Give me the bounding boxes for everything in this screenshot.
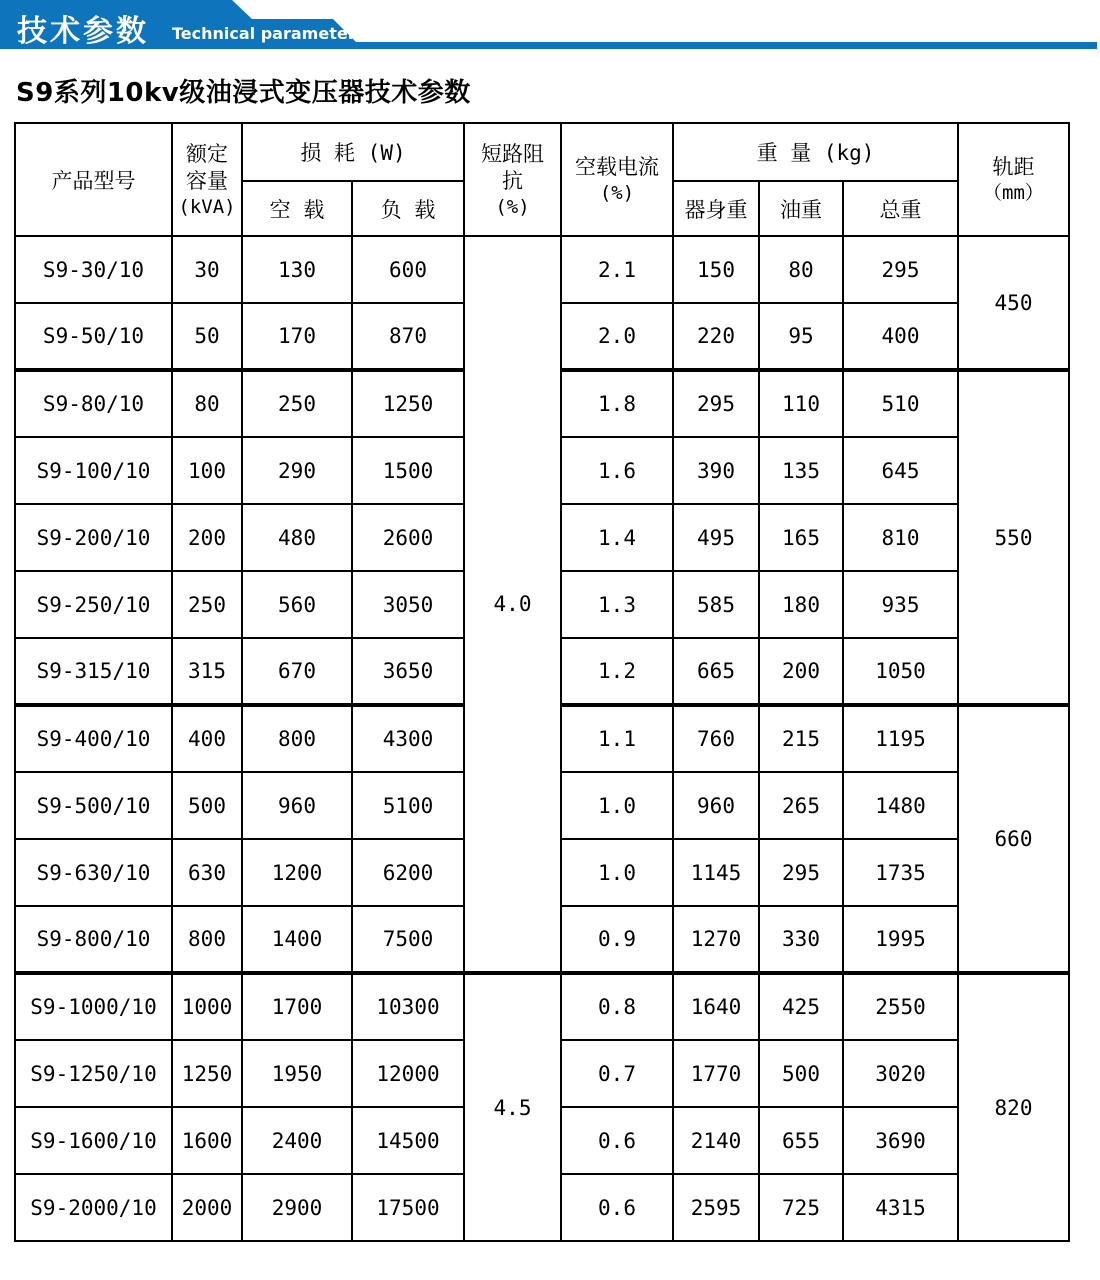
cell-weight-total: 645 <box>843 437 958 504</box>
cell-weight-body: 495 <box>673 504 759 571</box>
cell-no-load-current: 0.9 <box>561 906 673 973</box>
header-no-load-current <box>561 123 673 236</box>
cell-weight-oil: 655 <box>759 1107 843 1174</box>
header-impedance-line2: 抗 <box>502 168 523 193</box>
cell-no-load-current: 1.1 <box>561 705 673 772</box>
cell-weight-total: 4315 <box>843 1174 958 1241</box>
cell-product-model: S9-250/10 <box>15 571 172 638</box>
cell-loss-no-load: 2400 <box>242 1107 352 1174</box>
cell-loss-no-load: 670 <box>242 638 352 705</box>
cell-loss-no-load: 170 <box>242 303 352 370</box>
cell-loss-on-load: 12000 <box>352 1040 464 1107</box>
cell-loss-on-load: 4300 <box>352 705 464 772</box>
cell-loss-on-load: 600 <box>352 236 464 303</box>
header-no-load-current-unit: (%) <box>599 182 635 204</box>
banner-title-zh: 技术参数 <box>17 14 149 49</box>
cell-loss-no-load: 560 <box>242 571 352 638</box>
cell-weight-body: 585 <box>673 571 759 638</box>
header-impedance <box>464 123 561 236</box>
header-rated-capacity-unit: (kVA) <box>178 195 236 218</box>
cell-no-load-current: 0.8 <box>561 973 673 1040</box>
header-rated-capacity <box>172 123 242 236</box>
cell-weight-total: 400 <box>843 303 958 370</box>
cell-rated-capacity: 400 <box>172 705 242 772</box>
cell-product-model: S9-1600/10 <box>15 1107 172 1174</box>
cell-weight-oil: 295 <box>759 839 843 906</box>
cell-impedance-merged: 4.0 <box>464 236 561 973</box>
cell-weight-body: 2140 <box>673 1107 759 1174</box>
cell-product-model: S9-630/10 <box>15 839 172 906</box>
cell-weight-oil: 95 <box>759 303 843 370</box>
cell-no-load-current: 1.4 <box>561 504 673 571</box>
cell-product-model: S9-200/10 <box>15 504 172 571</box>
cell-loss-on-load: 14500 <box>352 1107 464 1174</box>
cell-loss-on-load: 3050 <box>352 571 464 638</box>
cell-loss-no-load: 290 <box>242 437 352 504</box>
table-row <box>15 236 1069 303</box>
cell-weight-total: 1195 <box>843 705 958 772</box>
header-impedance-unit: (%) <box>495 195 530 218</box>
cell-loss-no-load: 130 <box>242 236 352 303</box>
cell-weight-body: 760 <box>673 705 759 772</box>
cell-weight-body: 665 <box>673 638 759 705</box>
cell-product-model: S9-1250/10 <box>15 1040 172 1107</box>
cell-no-load-current: 1.6 <box>561 437 673 504</box>
cell-weight-body: 1640 <box>673 973 759 1040</box>
cell-rated-capacity: 250 <box>172 571 242 638</box>
banner-rule-bar <box>340 42 1097 49</box>
header-rated-capacity-line2: 容量 <box>186 168 228 193</box>
cell-loss-on-load: 10300 <box>352 973 464 1040</box>
header-gauge-line1: 轨距 <box>992 155 1035 179</box>
cell-rated-capacity: 1250 <box>172 1040 242 1107</box>
cell-loss-on-load: 5100 <box>352 772 464 839</box>
cell-loss-no-load: 480 <box>242 504 352 571</box>
header-impedance-line1: 短路阻 <box>481 141 544 166</box>
cell-gauge-merged: 550 <box>958 370 1069 705</box>
cell-rated-capacity: 315 <box>172 638 242 705</box>
cell-weight-body: 1770 <box>673 1040 759 1107</box>
cell-weight-oil: 425 <box>759 973 843 1040</box>
cell-no-load-current: 0.7 <box>561 1040 673 1107</box>
cell-weight-total: 3690 <box>843 1107 958 1174</box>
cell-rated-capacity: 1000 <box>172 973 242 1040</box>
cell-gauge-merged: 660 <box>958 705 1069 973</box>
cell-weight-oil: 725 <box>759 1174 843 1241</box>
cell-weight-body: 295 <box>673 370 759 437</box>
cell-weight-oil: 330 <box>759 906 843 973</box>
cell-weight-body: 960 <box>673 772 759 839</box>
cell-no-load-current: 1.0 <box>561 772 673 839</box>
cell-loss-on-load: 6200 <box>352 839 464 906</box>
header-product-model: 产品型号 <box>15 123 172 236</box>
cell-rated-capacity: 1600 <box>172 1107 242 1174</box>
cell-weight-oil: 135 <box>759 437 843 504</box>
cell-rated-capacity: 100 <box>172 437 242 504</box>
header-no-load-current-line1: 空载电流 <box>575 155 659 179</box>
cell-weight-oil: 110 <box>759 370 843 437</box>
cell-weight-oil: 265 <box>759 772 843 839</box>
cell-loss-on-load: 17500 <box>352 1174 464 1241</box>
cell-rated-capacity: 500 <box>172 772 242 839</box>
spec-table <box>14 122 1070 1242</box>
cell-weight-body: 220 <box>673 303 759 370</box>
header-weight-total: 总重 <box>843 181 958 236</box>
cell-weight-total: 935 <box>843 571 958 638</box>
cell-no-load-current: 1.0 <box>561 839 673 906</box>
cell-loss-no-load: 250 <box>242 370 352 437</box>
header-loss-no-load: 空 载 <box>242 181 352 236</box>
cell-loss-on-load: 1500 <box>352 437 464 504</box>
header-loss-on-load: 负 载 <box>352 181 464 236</box>
header-weight-oil: 油重 <box>759 181 843 236</box>
cell-gauge-merged: 450 <box>958 236 1069 370</box>
cell-loss-no-load: 2900 <box>242 1174 352 1241</box>
cell-weight-oil: 500 <box>759 1040 843 1107</box>
cell-no-load-current: 0.6 <box>561 1107 673 1174</box>
cell-loss-on-load: 3650 <box>352 638 464 705</box>
header-gauge-unit: （mm） <box>983 182 1044 204</box>
cell-weight-total: 510 <box>843 370 958 437</box>
cell-loss-on-load: 1250 <box>352 370 464 437</box>
cell-product-model: S9-80/10 <box>15 370 172 437</box>
cell-loss-no-load: 1200 <box>242 839 352 906</box>
cell-no-load-current: 2.1 <box>561 236 673 303</box>
header-rated-capacity-line1: 额定 <box>186 141 228 166</box>
cell-weight-body: 1270 <box>673 906 759 973</box>
table-row <box>15 973 1069 1040</box>
header-weight-group: 重 量 (kg) <box>673 123 958 181</box>
header-gauge <box>958 123 1069 236</box>
cell-weight-body: 390 <box>673 437 759 504</box>
cell-loss-no-load: 800 <box>242 705 352 772</box>
cell-product-model: S9-2000/10 <box>15 1174 172 1241</box>
cell-product-model: S9-800/10 <box>15 906 172 973</box>
cell-loss-no-load: 1700 <box>242 973 352 1040</box>
cell-no-load-current: 2.0 <box>561 303 673 370</box>
cell-product-model: S9-30/10 <box>15 236 172 303</box>
table-header <box>15 123 1069 236</box>
cell-product-model: S9-400/10 <box>15 705 172 772</box>
cell-rated-capacity: 200 <box>172 504 242 571</box>
cell-weight-total: 3020 <box>843 1040 958 1107</box>
page-title: S9系列10kv级油浸式变压器技术参数 <box>16 78 471 108</box>
banner-title-en: Technical parameter <box>172 24 356 43</box>
cell-rated-capacity: 50 <box>172 303 242 370</box>
cell-no-load-current: 1.8 <box>561 370 673 437</box>
cell-product-model: S9-50/10 <box>15 303 172 370</box>
cell-weight-total: 1480 <box>843 772 958 839</box>
cell-product-model: S9-100/10 <box>15 437 172 504</box>
cell-product-model: S9-315/10 <box>15 638 172 705</box>
cell-weight-total: 810 <box>843 504 958 571</box>
cell-rated-capacity: 2000 <box>172 1174 242 1241</box>
header-weight-body: 器身重 <box>673 181 759 236</box>
cell-product-model: S9-1000/10 <box>15 973 172 1040</box>
cell-weight-oil: 180 <box>759 571 843 638</box>
cell-no-load-current: 1.2 <box>561 638 673 705</box>
cell-weight-total: 1735 <box>843 839 958 906</box>
cell-impedance-merged: 4.5 <box>464 973 561 1241</box>
cell-loss-on-load: 2600 <box>352 504 464 571</box>
cell-weight-body: 1145 <box>673 839 759 906</box>
header-loss-group: 损 耗 (W) <box>242 123 464 181</box>
cell-weight-body: 2595 <box>673 1174 759 1241</box>
cell-loss-on-load: 7500 <box>352 906 464 973</box>
cell-weight-oil: 80 <box>759 236 843 303</box>
cell-rated-capacity: 30 <box>172 236 242 303</box>
cell-rated-capacity: 630 <box>172 839 242 906</box>
cell-weight-total: 1050 <box>843 638 958 705</box>
cell-weight-body: 150 <box>673 236 759 303</box>
cell-loss-no-load: 1950 <box>242 1040 352 1107</box>
cell-rated-capacity: 80 <box>172 370 242 437</box>
cell-weight-total: 2550 <box>843 973 958 1040</box>
cell-no-load-current: 0.6 <box>561 1174 673 1241</box>
cell-loss-no-load: 960 <box>242 772 352 839</box>
cell-weight-total: 1995 <box>843 906 958 973</box>
cell-no-load-current: 1.3 <box>561 571 673 638</box>
top-banner <box>0 0 1100 50</box>
cell-weight-oil: 215 <box>759 705 843 772</box>
cell-weight-oil: 165 <box>759 504 843 571</box>
cell-loss-no-load: 1400 <box>242 906 352 973</box>
cell-weight-oil: 200 <box>759 638 843 705</box>
cell-weight-total: 295 <box>843 236 958 303</box>
table-body <box>15 236 1069 1241</box>
cell-gauge-merged: 820 <box>958 973 1069 1241</box>
cell-loss-on-load: 870 <box>352 303 464 370</box>
cell-rated-capacity: 800 <box>172 906 242 973</box>
cell-product-model: S9-500/10 <box>15 772 172 839</box>
